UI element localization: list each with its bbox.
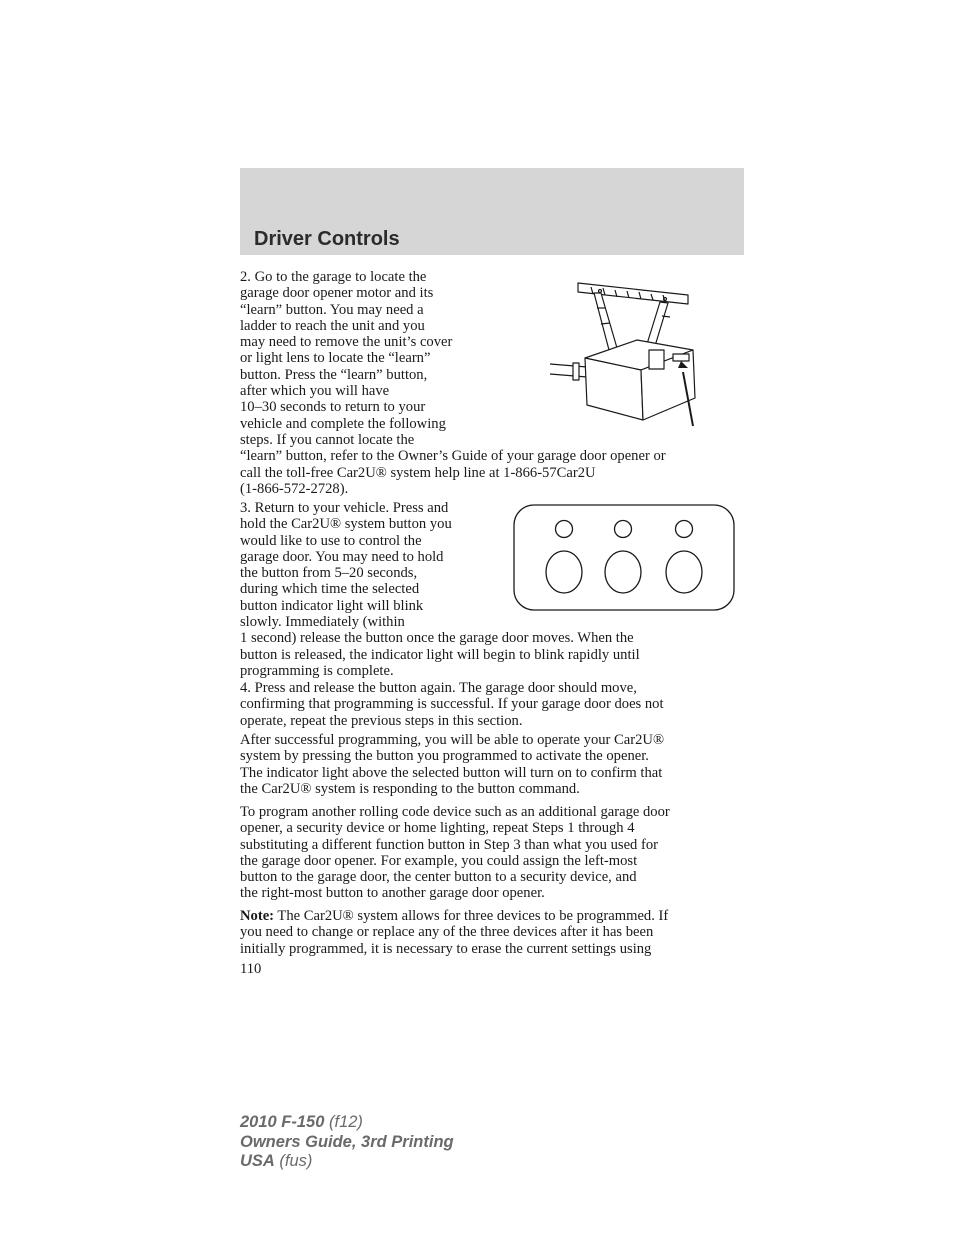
after-programming-paragraph: After successful programming, you will be able to operate your Car2U® system by pressing the button you programmed to activate the opener. The indicator light above the selected button will turn on to confirm that the Car2U® system is responding to the button command. (240, 732, 665, 797)
document-footer: 2010 F-150 (f12) Owners Guide, 3rd Printing USA (fus) (240, 1113, 454, 1170)
section-title: Driver Controls (254, 228, 400, 250)
step-4-paragraph: 4. Press and release the button again. The garage door should move, confirming that programming is successful. If your garage door does not operate, repeat the previous steps in this section. (240, 680, 664, 729)
car2u-button-panel-illustration (512, 503, 737, 613)
function-button-left-icon (546, 551, 582, 593)
note-paragraph: Note: The Car2U® system allows for three devices to be programmed. If you need to change or replace any of the three devices after it has been initially programmed, it is necessary to erase the current settings using (240, 908, 669, 957)
step-3-paragraph: 3. Return to your vehicle. Press and hold the Car2U® system button you would like to use to control the garage door. You may need to hold the button from 5–20 seconds, during which time the selected button indicator light will blink slowly. Immediately (within 1 second) release the button once the garage door moves. When the button is released, the indicator light will begin to blink rapidly until programming is complete. (240, 500, 640, 679)
step-2-paragraph: 2. Go to the garage to locate the garage door opener motor and its “learn” button. You may need a ladder to reach the unit and you may need to remove the unit’s cover or light lens to locate the “learn” button. Press the “learn” button, after which you will have 10–30 seconds to return to your vehicle and complete the following steps. If you cannot locate the “learn” button, refer to the Owner’s Guide of your garage door opener or call the toll-free Car2U® system help line at 1-866-57Car2U (1-866-572-2728). (240, 269, 666, 497)
indicator-light-right-icon (676, 521, 693, 538)
garage-opener-illustration (545, 278, 700, 430)
page-number: 110 (240, 961, 262, 977)
program-another-device-paragraph: To program another rolling code device such as an additional garage door opener, a security device or home lighting, repeat Steps 1 through 4 substituting a different function button in Step 3 than what you used for the garage door opener. For example, you could assign the left-most button to the garage door, the center button to a security device, and the right-most button to another garage door opener. (240, 804, 670, 902)
indicator-light-left-icon (556, 521, 573, 538)
indicator-light-center-icon (615, 521, 632, 538)
note-label: Note: (240, 908, 275, 924)
function-button-center-icon (605, 551, 641, 593)
function-button-right-icon (666, 551, 702, 593)
